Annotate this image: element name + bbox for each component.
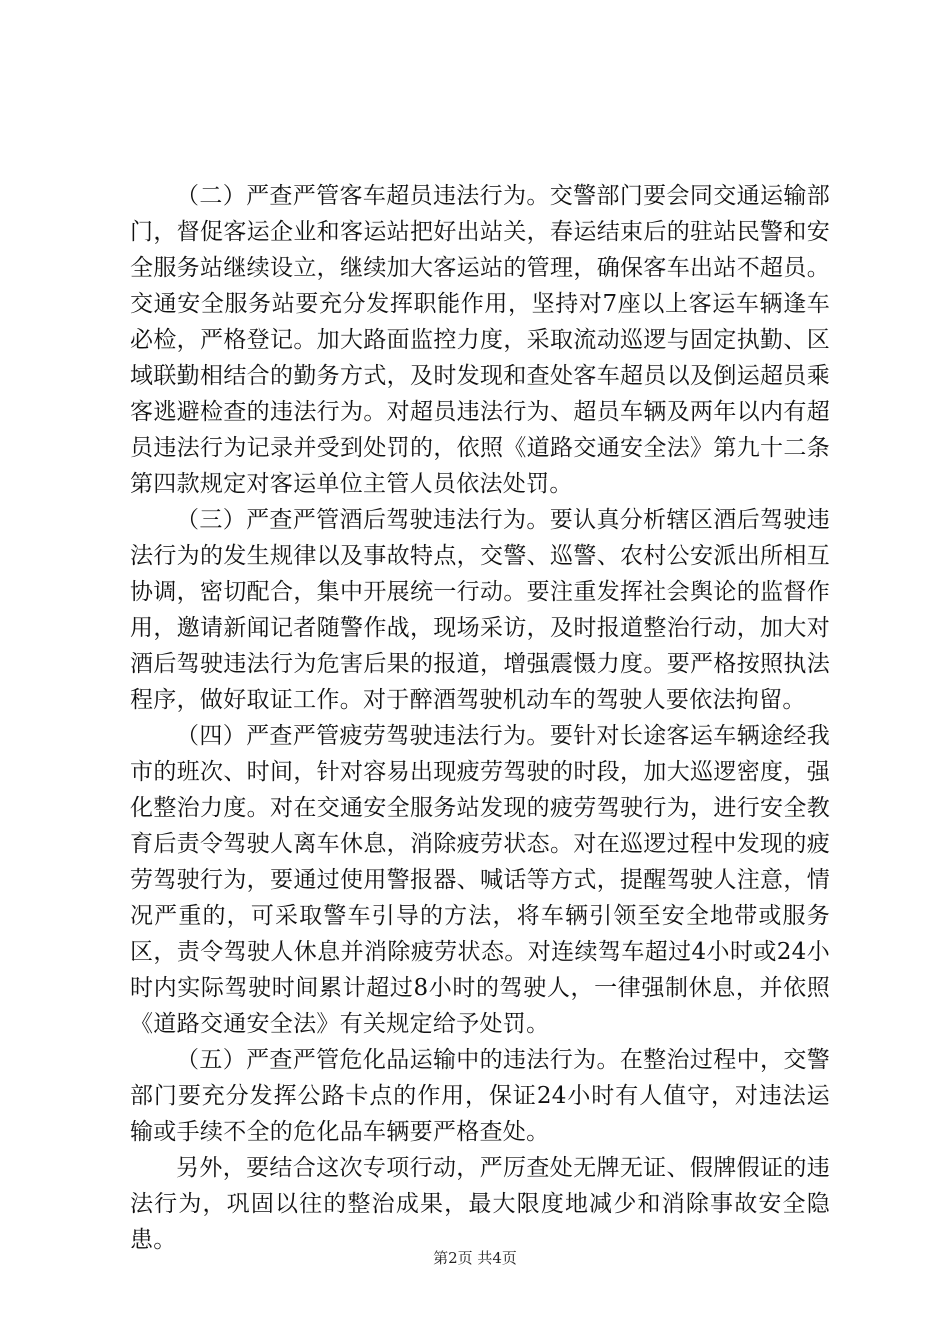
document-body [130,178,830,1258]
paragraph-additional: 另外，要结合这次专项行动，严厉查处无牌无证、假牌假证的违法行为，巩固以往的整治成果，最大限度地减少和消除事故安全隐患。 [130,1155,830,1253]
paragraph-overloading: （二）严查严管客车超员违法行为。交警部门要会同交通运输部门，督促客运企业和客运站把好出站关，春运结束后的驻站民警和安全服务站继续设立，继续加大客运站的管理，确保客车出站不超员。交通安全服务站要充分发挥职能作用，坚持对7座以上客运车辆逢车必检，严格登记。加大路面监控力度，采取流动巡逻与固定执勤、区域联勤相结合的勤务方式，及时发现和查处客车超员以及倒运超员乘客逃避检查的违法行为。对超员违法行为、超员车辆及两年以内有超员违法行为记录并受到处罚的，依照《道路交通安全法》第九十二条第四款规定对客运单位主管人员依法处罚。 [130,183,830,497]
page-number: 第2页 共4页 [433,1249,517,1267]
paragraph-drunk-driving: （三）严查严管酒后驾驶违法行为。要认真分析辖区酒后驾驶违法行为的发生规律以及事故特点，交警、巡警、农村公安派出所相互协调，密切配合，集中开展统一行动。要注重发挥社会舆论的监督作用，邀请新闻记者随警作战，现场采访，及时报道整治行动，加大对酒后驾驶违法行为危害后果的报道，增强震慑力度。要严格按照执法程序，做好取证工作。对于醉酒驾驶机动车的驾驶人要依法拘留。 [130,507,830,713]
paragraph-hazardous-transport: （五）严查严管危化品运输中的违法行为。在整治过程中，交警部门要充分发挥公路卡点的作用，保证24小时有人值守，对违法运输或手续不全的危化品车辆要严格查处。 [130,1047,830,1145]
paragraph-fatigue-driving: （四）严查严管疲劳驾驶违法行为。要针对长途客运车辆途经我市的班次、时间，针对容易出现疲劳驾驶的时段，加大巡逻密度，强化整治力度。对在交通安全服务站发现的疲劳驾驶行为，进行安全教育后责令驾驶人离车休息，消除疲劳状态。对在巡逻过程中发现的疲劳驾驶行为，要通过使用警报器、喊话等方式，提醒驾驶人注意，情况严重的，可采取警车引导的方法，将车辆引领至安全地带或服务区，责令驾驶人休息并消除疲劳状态。对连续驾车超过4小时或24小时内实际驾驶时间累计超过8小时的驾驶人，一律强制休息，并依照《道路交通安全法》有关规定给予处罚。 [130,723,830,1037]
page-footer [0,1248,950,1268]
